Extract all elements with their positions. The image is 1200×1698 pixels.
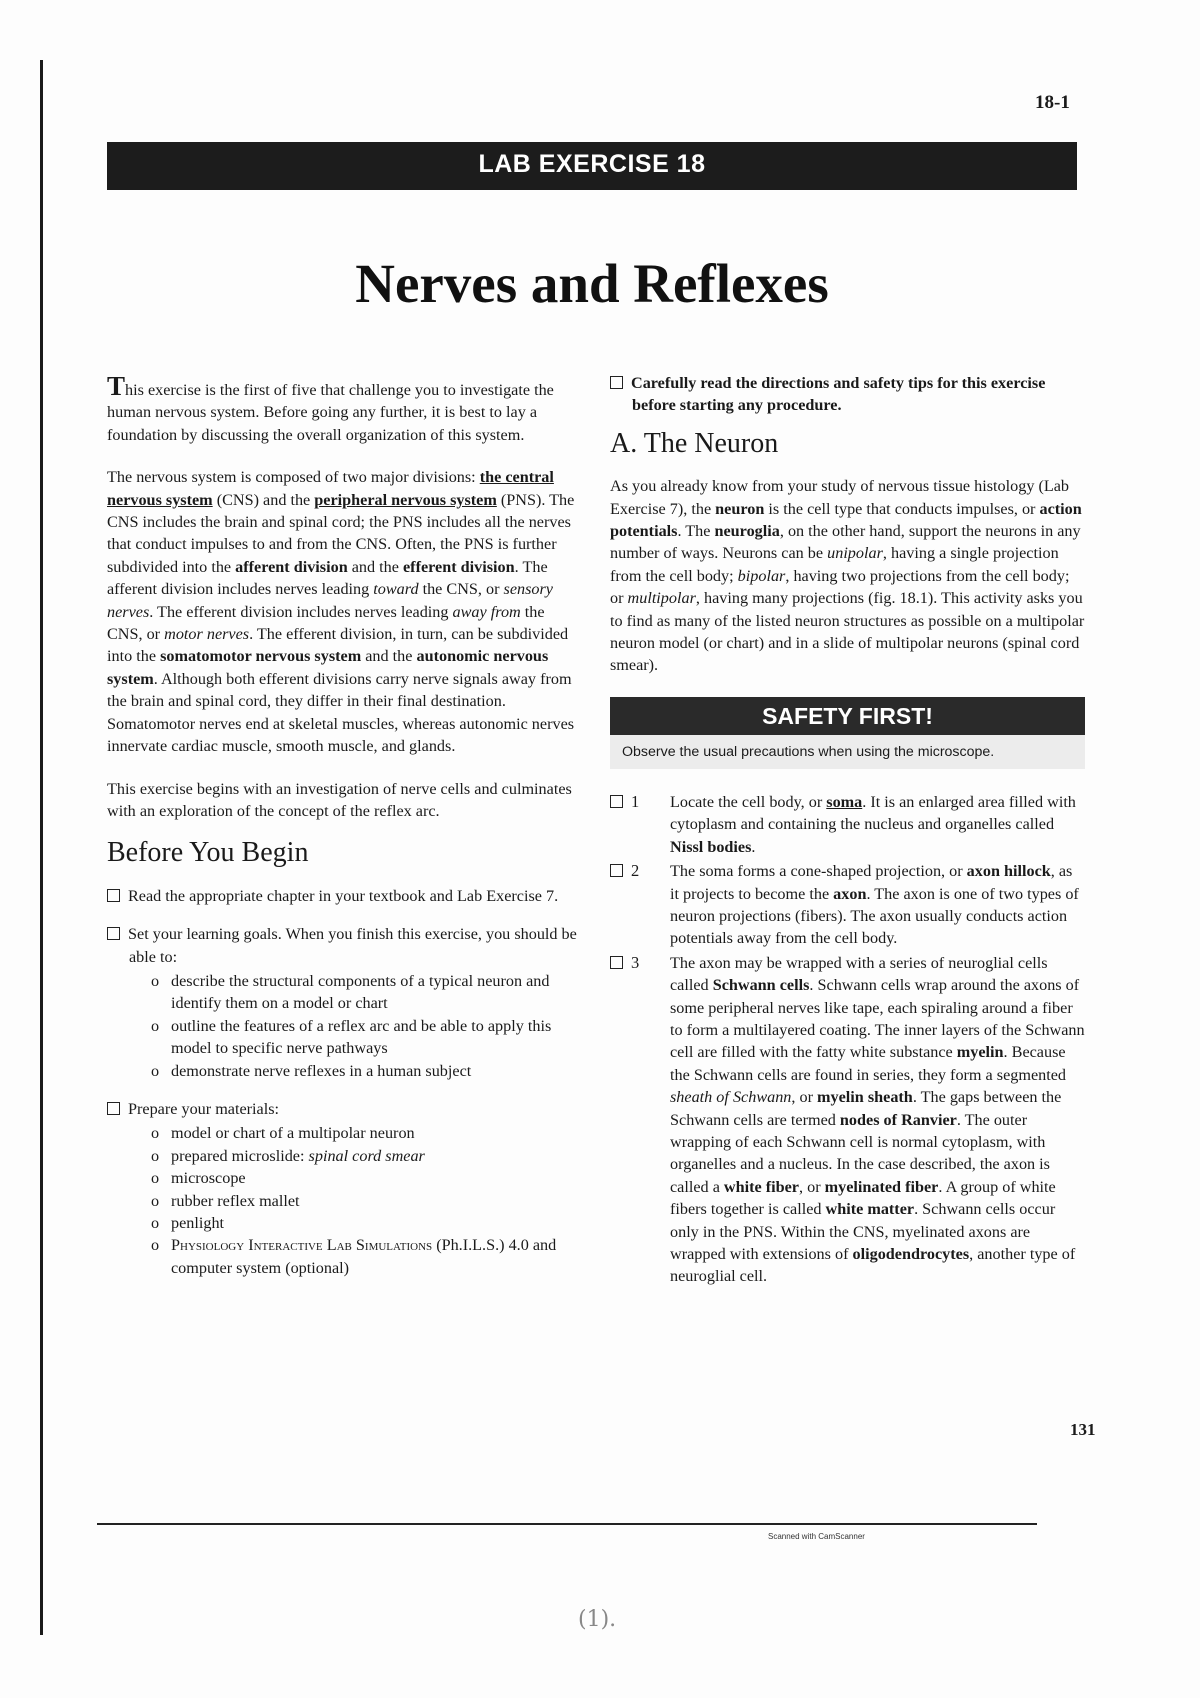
left-column xyxy=(107,371,582,1295)
term-away: away from xyxy=(452,602,521,621)
text-run: As you already know from your study of nervous tissue histology (Lab Exercise 7), the xyxy=(610,477,1070,518)
text-run: . The efferent division, in turn, can be subdivided into the xyxy=(107,625,569,666)
bullet-icon: o xyxy=(151,1146,160,1165)
page-ref: 18-1 xyxy=(1035,92,1070,113)
text-run: . xyxy=(751,837,756,856)
text-run: , having two projections from the cell body; or xyxy=(610,566,1070,608)
text-run: and the xyxy=(361,647,417,666)
material-text: rubber reflex mallet xyxy=(171,1191,300,1210)
text-run: the CNS, or xyxy=(107,602,545,644)
term-action-potentials: action potentials xyxy=(610,499,1082,541)
text-run: . Schwann cells wrap around the axons of some peripheral nerves like tape, each spiraling around a fiber to form a multilayered coating. The inner layers of the Schwann cell are filled with the fatty white substance xyxy=(670,976,1085,1062)
material-text: microscope xyxy=(171,1169,246,1188)
term-sensory: sensory nerves xyxy=(107,580,553,621)
goal-text: describe the structural components of a typical neuron and identify them on a model or chart xyxy=(171,971,550,1013)
intro-text: his exercise is the first of five that challenge you to investigate the human nervous system. Before going any further, it is best to lay a foundation by discussing the overall organization of this system. xyxy=(107,381,554,444)
step-number: 2 xyxy=(631,861,640,881)
list-item xyxy=(129,970,582,1015)
list-item xyxy=(129,1015,582,1060)
term-soma: soma xyxy=(826,792,863,811)
right-column xyxy=(610,372,1085,1290)
term-somatomotor: somatomotor nervous system xyxy=(160,647,362,666)
term-nodes: nodes of Ranvier xyxy=(839,1110,957,1129)
term-motor: motor nerves xyxy=(164,625,250,644)
term-white-fiber: white fiber xyxy=(723,1177,799,1196)
before-heading: Before You Begin xyxy=(107,837,309,869)
list-item xyxy=(129,1060,582,1082)
text-run: , having many projections (fig. 18.1). This activity asks you to find as many of the listed neuron structures as possible on a multipolar neuron model (or chart) and in a slide of multipolar neurons (spinal cord smear). xyxy=(610,589,1085,675)
text-run: . The axon is one of two types of neuron projections (fibers). The axon usually conducts action potentials away from the cell body. xyxy=(670,884,1079,948)
checklist-item xyxy=(107,885,582,907)
text-run: . The outer wrapping of each Schwann cell is normal cytoplasm, with organelles and a nucleus. In the case described, the axon is called a xyxy=(670,1110,1050,1196)
bullet-icon: o xyxy=(151,1236,160,1255)
text-run: , or xyxy=(799,1177,825,1196)
scan-binding-edge xyxy=(40,60,43,1635)
text-run: . The efferent division includes nerves leading xyxy=(149,602,453,621)
intro-paragraph xyxy=(107,371,582,446)
step-marker xyxy=(610,791,639,813)
checklist-item xyxy=(610,372,1085,417)
text-run: The axon may be wrapped with a series of neuroglial cells called xyxy=(670,953,1048,995)
bullet-icon: o xyxy=(151,1169,160,1188)
checklist-item xyxy=(107,1098,582,1279)
term-schwann: Schwann cells xyxy=(712,976,810,995)
goals-list xyxy=(129,970,582,1082)
checkbox[interactable] xyxy=(610,956,623,969)
step-marker xyxy=(610,860,639,882)
handwritten-mark: (1). xyxy=(578,1607,617,1632)
checklist-text: Prepare your materials: xyxy=(128,1099,280,1118)
text-run: is the cell type that conducts impulses, or xyxy=(764,499,1040,518)
neuron-paragraph xyxy=(610,475,1085,677)
text-run: the CNS, or xyxy=(418,580,504,599)
material-text: prepared microslide: xyxy=(171,1146,309,1165)
text-run: , or xyxy=(791,1088,818,1107)
list-item xyxy=(129,1122,582,1144)
term-afferent: afferent division xyxy=(235,557,348,576)
text-run: . Although both efferent divisions carry nerve signals away from the brain and spinal cord, they differ in their final destination. Somatomotor nerves end at skeletal muscles, whereas autonomic nerves innervate cardiac muscle, smooth muscle, and glands. xyxy=(107,669,575,756)
text-run: and the xyxy=(347,557,403,576)
term-myelin-sheath: myelin sheath xyxy=(817,1088,913,1107)
term-white-matter: white matter xyxy=(825,1200,915,1219)
bullet-icon: o xyxy=(151,1214,160,1232)
term-efferent: efferent division xyxy=(403,557,515,576)
neuron-heading: A. The Neuron xyxy=(610,427,779,459)
footer-rule xyxy=(97,1523,1037,1525)
term-axon-hillock: axon hillock xyxy=(966,862,1051,881)
procedure-step xyxy=(610,860,1085,950)
text-run: , on the other hand, support the neurons in any number of ways. Neurons can be xyxy=(610,522,1081,563)
material-italic: spinal cord smear xyxy=(308,1146,425,1165)
material-smallcaps: Physiology Interactive Lab Simulations xyxy=(171,1236,433,1255)
bullet-icon: o xyxy=(151,1124,160,1143)
list-item xyxy=(129,1145,582,1167)
term-multipolar: multipolar xyxy=(627,589,696,608)
term-autonomic: autonomic nervous system xyxy=(107,647,549,688)
page-number: 131 xyxy=(1070,1420,1096,1439)
safety-text: Observe the usual precautions when using the microscope. xyxy=(610,735,1085,769)
text-run: Locate the cell body, or xyxy=(670,792,827,811)
checklist-text: Read the appropriate chapter in your textbook and Lab Exercise 7. xyxy=(128,886,559,905)
checkbox[interactable] xyxy=(610,795,623,808)
dropcap: T xyxy=(107,371,126,401)
text-run: (CNS) and the xyxy=(212,490,315,509)
term-neuroglia: neuroglia xyxy=(714,522,780,541)
material-text: (Ph.I.L.S.) 4.0 and computer system (optional) xyxy=(171,1236,557,1277)
divisions-paragraph xyxy=(107,466,582,757)
goal-text: outline the features of a reflex arc and be able to apply this model to specific nerve pathways xyxy=(171,1016,552,1058)
bullet-icon: o xyxy=(151,971,160,990)
text-run: . A group of white fibers together is called xyxy=(670,1177,1056,1219)
text-run: The nervous system is composed of two major divisions: xyxy=(107,468,480,487)
term-neuron: neuron xyxy=(715,499,765,518)
safety-header: SAFETY FIRST! xyxy=(610,697,1085,735)
text-run: . The gaps between the Schwann cells are termed xyxy=(670,1088,1062,1129)
step-marker xyxy=(610,952,639,974)
term-axon: axon xyxy=(833,884,867,903)
goal-text: demonstrate nerve reflexes in a human subject xyxy=(171,1061,472,1080)
material-text: model or chart of a multipolar neuron xyxy=(171,1124,415,1143)
text-run: . Schwann cells occur only in the PNS. Within the CNS, myelinated axons are wrapped with extensions of xyxy=(670,1200,1056,1263)
checklist-text: Set your learning goals. When you finish this exercise, you should be able to: xyxy=(128,925,577,966)
text-run: , another type of neuroglial cell. xyxy=(670,1245,1076,1286)
list-item xyxy=(129,1234,582,1279)
bullet-icon: o xyxy=(151,1061,160,1080)
term-toward: toward xyxy=(373,580,419,599)
text-run: . Because the Schwann cells are found in series, they form a segmented xyxy=(670,1043,1067,1084)
procedure-step xyxy=(610,791,1085,858)
checkbox[interactable] xyxy=(610,376,623,389)
procedure-step xyxy=(610,952,1085,1288)
term-unipolar: unipolar xyxy=(827,544,883,563)
term-myelin: myelin xyxy=(956,1043,1004,1062)
term-cns: the central nervous system xyxy=(107,468,554,509)
term-pns: peripheral nervous system xyxy=(314,490,497,509)
text-run: , having a single projection from the cell body; xyxy=(610,544,1059,585)
term-nissl: Nissl bodies xyxy=(670,837,752,856)
text-run: . It is an enlarged area filled with cytoplasm and containing the nucleus and organelles called xyxy=(670,792,1076,834)
bullet-icon: o xyxy=(151,1016,160,1035)
term-myelinated-fiber: myelinated fiber xyxy=(824,1177,939,1196)
page-title: Nerves and Reflexes xyxy=(355,253,829,314)
text-run: , as it projects to become the xyxy=(670,862,1073,903)
checkbox[interactable] xyxy=(610,864,623,877)
text-run: . The afferent division includes nerves leading xyxy=(107,557,548,599)
text-run: (PNS). The CNS includes the brain and spinal cord; the PNS includes all the nerves that conduct impulses to and from the CNS. Often, the PNS is further subdivided into the xyxy=(107,490,575,576)
list-item xyxy=(129,1212,582,1234)
checklist-text: Carefully read the directions and safety tips for this exercise before starting any procedure. xyxy=(631,374,1046,415)
checkbox[interactable] xyxy=(107,927,120,940)
banner-label: LAB EXERCISE 18 xyxy=(478,150,706,178)
checklist-item xyxy=(107,923,582,1082)
term-sheath: sheath of Schwann xyxy=(670,1088,792,1107)
text-run: . The xyxy=(677,522,715,541)
checkbox[interactable] xyxy=(107,1102,120,1115)
term-oligodendrocytes: oligodendrocytes xyxy=(852,1245,970,1263)
text-run: The soma forms a cone-shaped projection, or xyxy=(670,862,967,881)
term-bipolar: bipolar xyxy=(737,566,786,585)
reflex-paragraph: This exercise begins with an investigation of nerve cells and culminates with an exploration of the concept of the reflex arc. xyxy=(107,779,572,820)
checkbox[interactable] xyxy=(107,889,120,902)
bullet-icon: o xyxy=(151,1191,160,1210)
list-item xyxy=(129,1167,582,1189)
materials-list xyxy=(129,1122,582,1279)
step-number: 1 xyxy=(631,791,640,811)
step-number: 3 xyxy=(631,952,640,972)
material-text: penlight xyxy=(171,1214,225,1232)
scanner-watermark: Scanned with CamScanner xyxy=(768,1532,865,1541)
list-item xyxy=(129,1190,582,1212)
